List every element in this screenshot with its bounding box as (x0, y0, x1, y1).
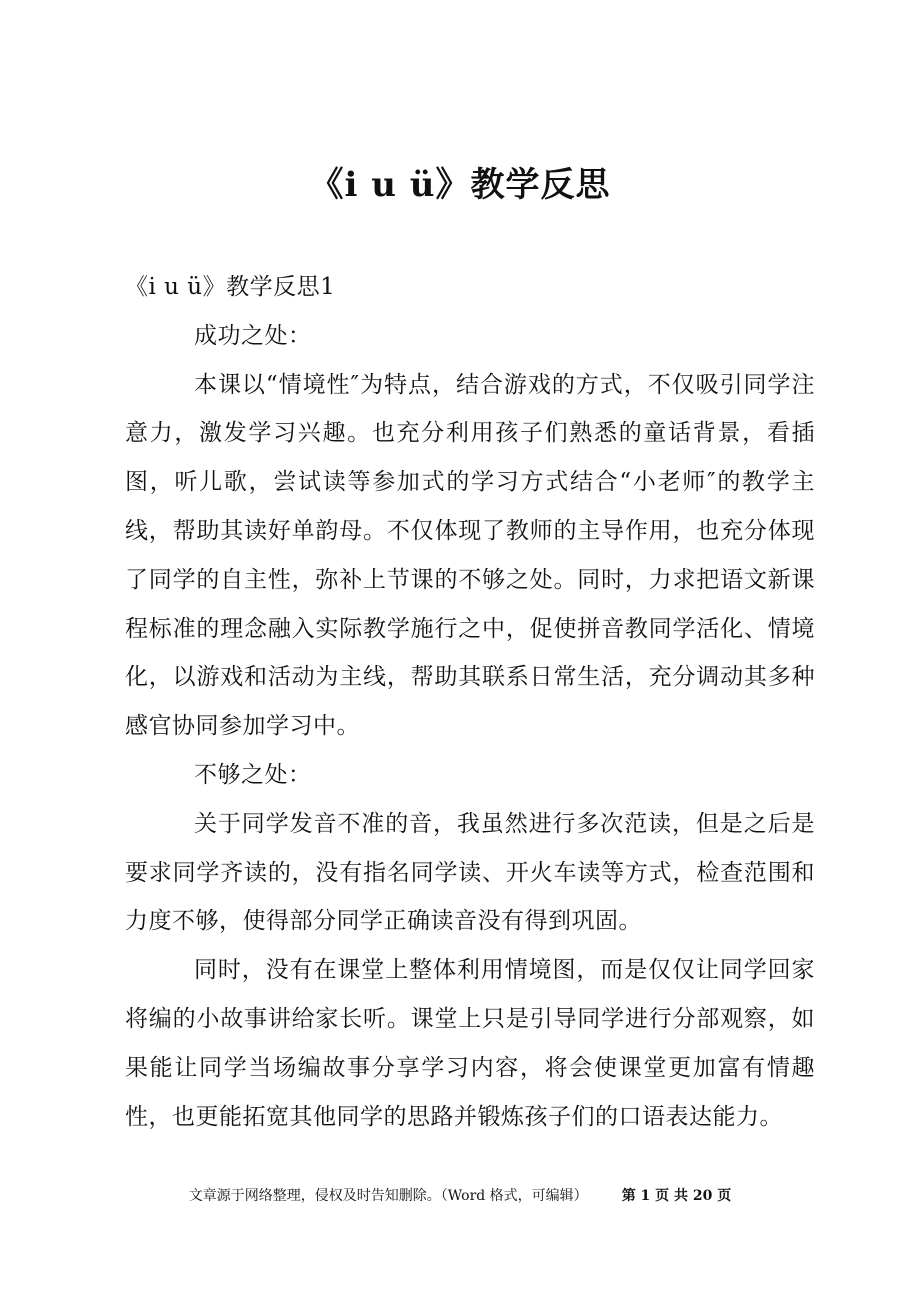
page-footer (0, 1186, 920, 1206)
paragraph-shortcoming-heading: 不够之处： (194, 761, 312, 788)
page-title: 《i u ü》教学反思 (309, 165, 611, 205)
paragraph-success-heading: 成功之处： (194, 322, 312, 349)
paragraph-success-body: 本课以“情境性″为特点，结合游戏的方式，不仅吸引同学注意力，激发学习兴趣。也充分利用孩子们熟悉的童话背景，看插图，听儿歌，尝试读等参加式的学习方式结合“小老师″的教学主线，帮助其读好单韵母。不仅体现了教师的主导作用，也充分体现了同学的自主性，弥补上节课的不够之处。同时，力求把语文新课程标准的理念融入实际教学施行之中，促使拼音教同学活化、情境化，以游戏和活动为主线，帮助其联系日常生活，充分调动其多种感官协同参加学习中。 (125, 371, 815, 740)
paragraph-shortcoming-body-2: 同时，没有在课堂上整体利用情境图，而是仅仅让同学回家将编的小故事讲给家长听。课堂上只是引导同学进行分部观察，如果能让同学当场编故事分享学习内容，将会使课堂更加富有情趣性，也更能拓宽其他同学的思路并锻炼孩子们的口语表达能力。 (125, 957, 815, 1130)
footer-source-note: 文章源于网络整理，侵权及时告知删除。（Word 格式，可编辑） (188, 1188, 588, 1204)
paragraph-shortcoming-body-1: 关于同学发音不准的音，我虽然进行多次范读，但是之后是要求同学齐读的，没有指名同学读、开火车读等方式，检查范围和力度不够，使得部分同学正确读音没有得到巩固。 (125, 810, 815, 935)
document-body (125, 263, 815, 1141)
footer-page-info: 第 1 页 共 20 页 (621, 1188, 732, 1204)
section-heading: 《i u ü》教学反思1 (125, 274, 336, 300)
